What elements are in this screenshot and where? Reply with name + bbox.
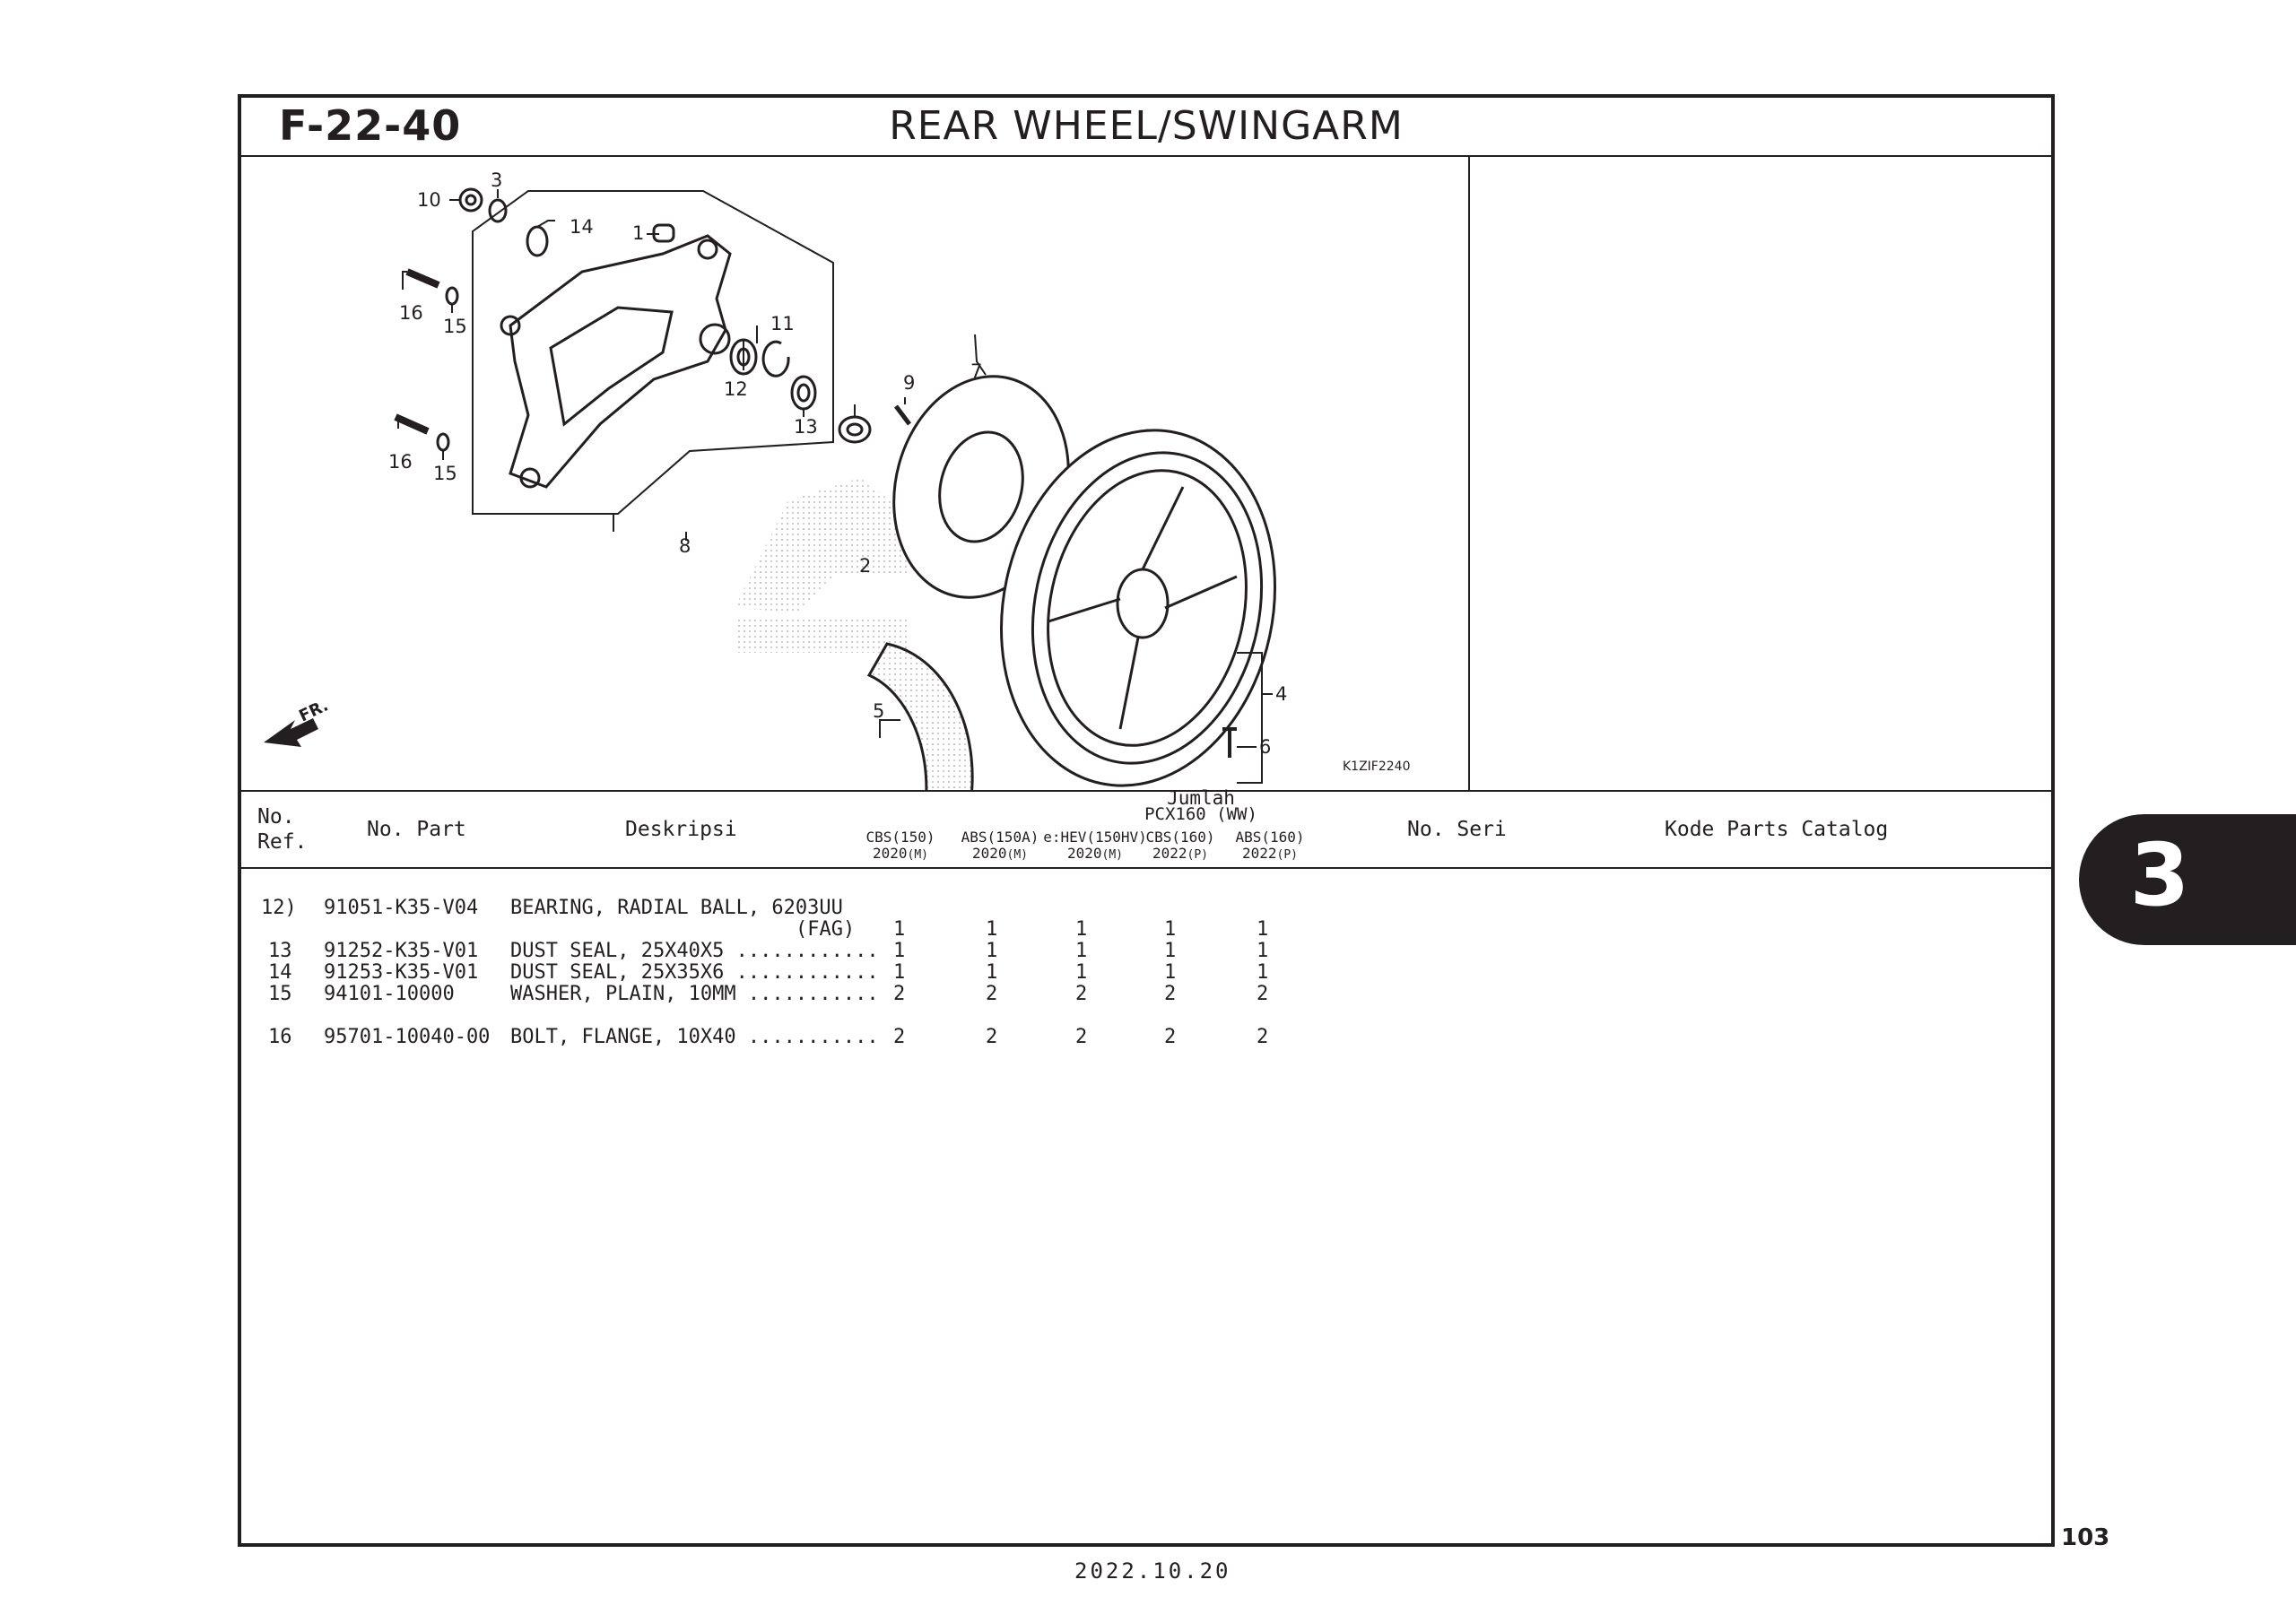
callout-7: 7 [970,360,983,382]
callout-12: 12 [724,378,748,400]
col-desc: Deskripsi [625,818,737,841]
callout-15a: 15 [443,316,467,337]
parts-table-header [241,787,2051,869]
callout-10: 10 [417,189,441,211]
callout-9: 9 [903,372,916,394]
variant-5: ABS(160) 2022(P) [1235,829,1305,862]
publication-date: 2022.10.20 [1074,1558,1231,1584]
callout-8: 8 [679,535,691,557]
callout-11: 11 [770,313,795,334]
front-arrow-icon [264,696,331,747]
callout-15b: 15 [433,463,457,484]
callout-16b: 16 [388,451,413,473]
callout-13: 13 [794,416,818,438]
callout-2: 2 [859,555,872,577]
figure-title: REAR WHEEL/SWINGARM [889,103,1404,149]
section-tab[interactable] [2079,814,2296,945]
callout-1: 1 [632,222,645,244]
diagram-code: K1ZIF2240 [1343,759,1411,774]
variant-4: CBS(160) 2022(P) [1145,829,1215,862]
callout-4: 4 [1275,683,1288,705]
col-seri: No. Seri [1407,818,1507,841]
section-tab-number: 3 [2129,825,2190,925]
front-label: FR. [296,696,332,726]
parts-catalog-frame: F-22-40 REAR WHEEL/SWINGARM 1 2 3 4 5 6 7 8 9 10 11 12 13 14 15 15 16 16 K1ZIF2240 FR. No. Ref. No. Part Deskripsi Jumlah PCX160 (WW) CBS(150) 2020(M) ABS(150A) 2020(M) e:HEV(150HV) 2020(M) CBS(160) 2022(P) ABS(160) 2022(P) No. Seri Kode Parts Catalog 12) 91051-K35-V04 BEARING, RADIAL BALL, 6203UU (FAG) 1 1 1 1 1 13 91252-K35-V01 DUST SEAL, 25X40X5 ............ 1 1 1 1 1 14 91253-K35-V01 DUST SEAL, 25X35X6 ............ 1 1 1 1 1 15 94101-10000 WASHER, PLAIN, 10MM ........... 2 2 2 2 2 16 95701-10040-00 BOLT, FLANGE, 10X40 ........... 2 2 2 2 2 [238,94,2055,1547]
col-model: PCX160 (WW) [1144,804,1257,824]
page-number: 103 [2061,1524,2110,1551]
callout-5: 5 [873,700,885,722]
col-part: No. Part [367,818,466,841]
callout-14: 14 [570,216,594,238]
figure-header [241,98,2051,157]
variant-3: e:HEV(150HV) 2020(M) [1043,829,1147,862]
col-catalog: Kode Parts Catalog [1665,818,1889,841]
figure-code: F-22-40 [279,101,462,150]
col-qty-group: Jumlah [1167,787,1235,809]
variant-1: CBS(150) 2020(M) [865,829,935,862]
callout-16a: 16 [399,302,423,324]
variant-2: ABS(150A) 2020(M) [961,829,1039,862]
exploded-diagram [241,155,1470,790]
callout-6: 6 [1259,736,1272,758]
col-ref: No. Ref. [257,805,308,854]
callout-3: 3 [491,169,503,191]
swingarm-body [501,236,730,487]
exploded-view-drawing [241,155,1468,790]
